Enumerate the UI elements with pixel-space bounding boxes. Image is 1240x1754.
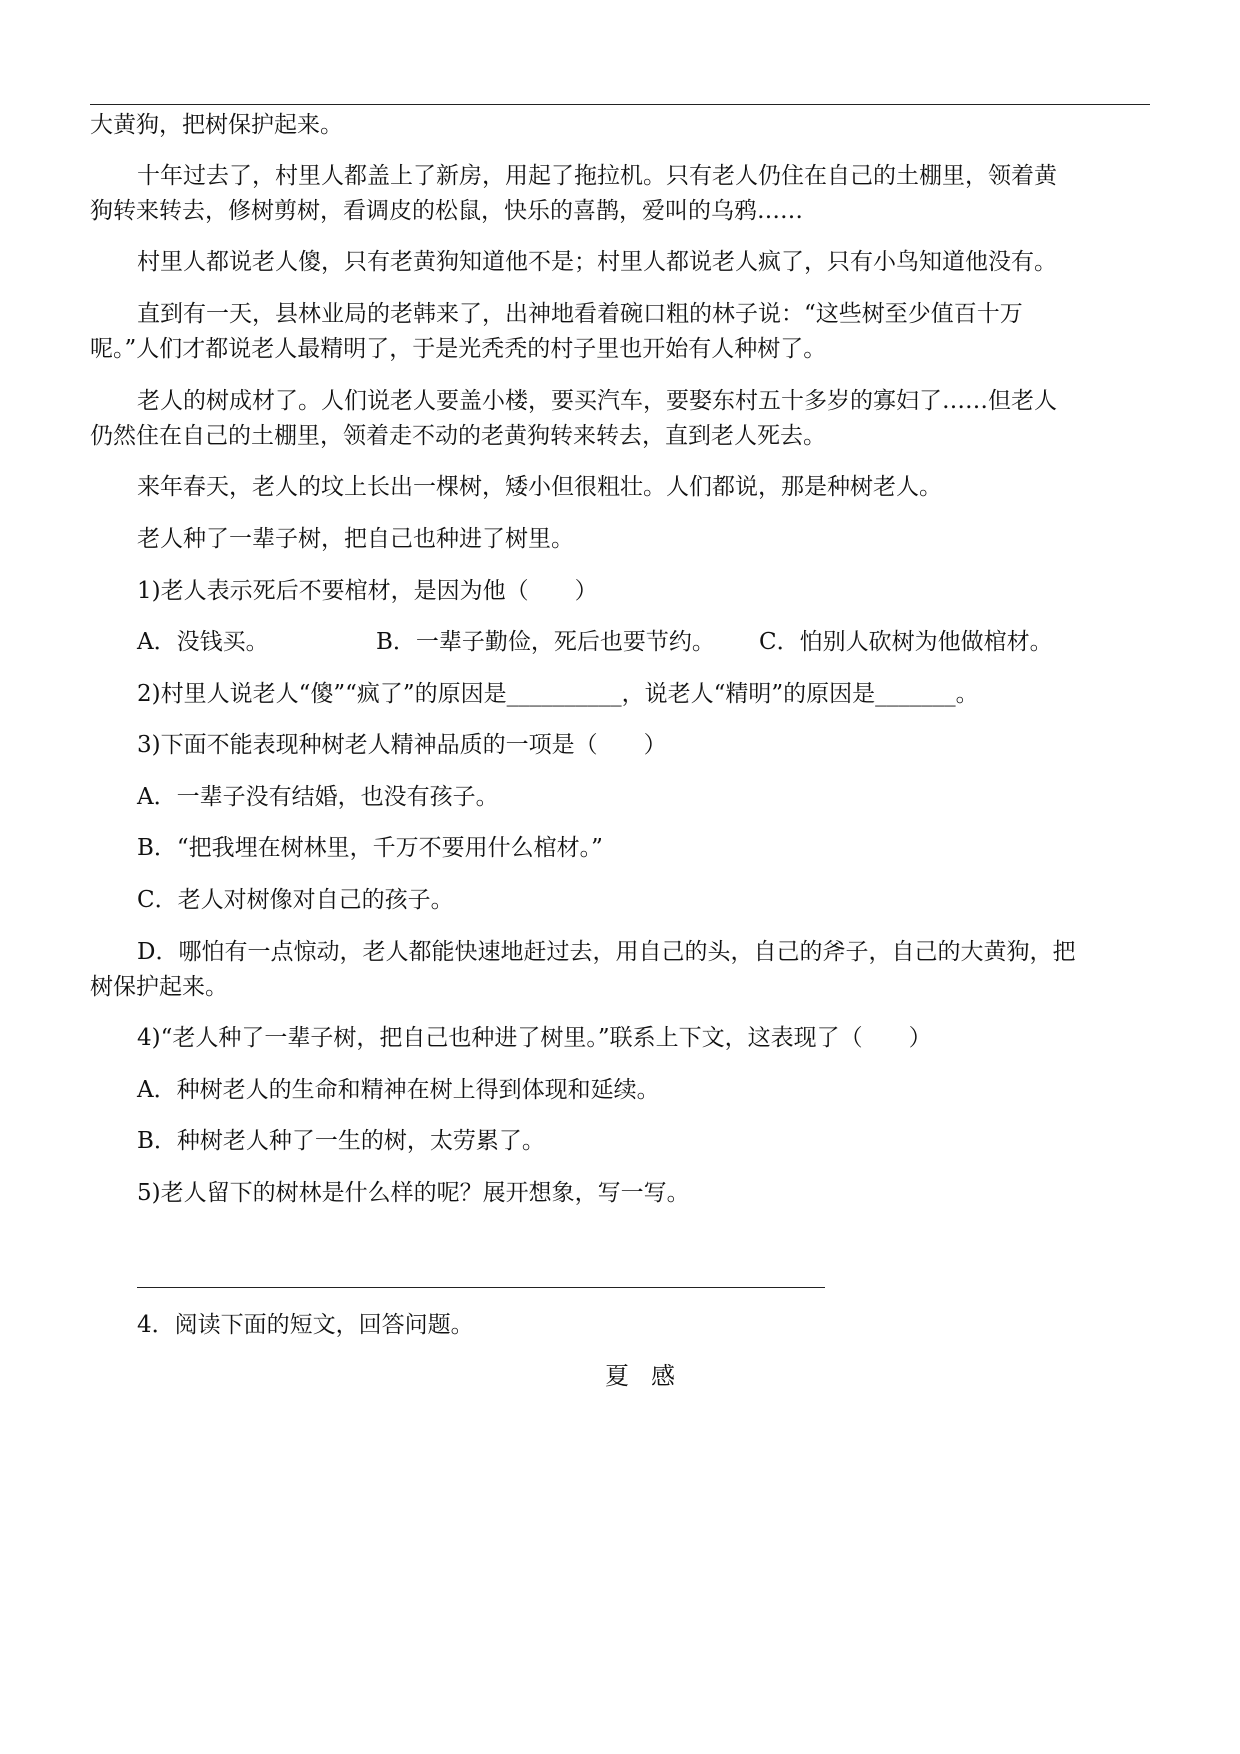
passage-line: 仍然住在自己的土棚里，领着走不动的老黄狗转来转去，直到老人死去。 <box>90 423 826 449</box>
question-3-option-d: D．哪怕有一点惊动，老人都能快速地赶过去，用自己的头，自己的斧子，自己的大黄狗，把 <box>137 939 1076 965</box>
passage-line: 呢。”人们才都说老人最精明了，于是光秃秃的村子里也开始有人种树了。 <box>90 336 827 362</box>
passage-line: 村里人都说老人傻，只有老黄狗知道他不是；村里人都说老人疯了，只有小鸟知道他没有。 <box>137 249 1057 275</box>
question-4-option-a: A．种树老人的生命和精神在树上得到体现和延续。 <box>137 1077 660 1103</box>
article-title: 夏感 <box>605 1362 697 1390</box>
option-b: B．一辈子勤俭，死后也要节约。 <box>376 629 715 655</box>
option-a: A．没钱买。 <box>137 629 269 655</box>
passage-line: 狗转来转去，修树剪树，看调皮的松鼠，快乐的喜鹊，爱叫的乌鸦…… <box>90 198 803 224</box>
passage-line: 老人的树成材了。人们说老人要盖小楼，要买汽车，要娶东村五十多岁的寡妇了……但老人 <box>137 388 1057 414</box>
question-3-stem: 3)下面不能表现种树老人精神品质的一项是（ ） <box>137 732 667 758</box>
passage-line: 大黄狗，把树保护起来。 <box>90 112 343 138</box>
question-3-option-d-cont: 树保护起来。 <box>90 974 228 1000</box>
passage-line: 老人种了一辈子树，把自己也种进了树里。 <box>137 526 574 552</box>
answer-blank-line <box>137 1287 825 1288</box>
passage-line: 十年过去了，村里人都盖上了新房，用起了拖拉机。只有老人仍住在自己的土棚里，领着黄 <box>137 163 1057 189</box>
question-4-option-b: B．种树老人种了一生的树，太劳累了。 <box>137 1128 545 1154</box>
question-3-option-c: C．老人对树像对自己的孩子。 <box>137 887 454 913</box>
option-c: C．怕别人砍树为他做棺材。 <box>759 629 1053 655</box>
question-2-stem: 2)村里人说老人“傻”“疯了”的原因是__________，说老人“精明”的原因是_______。 <box>137 681 979 707</box>
passage-line: 来年春天，老人的坟上长出一棵树，矮小但很粗壮。人们都说，那是种树老人。 <box>137 474 942 500</box>
question-3-option-b: B．“把我埋在树林里，千万不要用什么棺材。” <box>137 835 603 861</box>
header-rule <box>90 104 1150 105</box>
section-instruction: 4．阅读下面的短文，回答问题。 <box>137 1312 474 1338</box>
passage-line: 直到有一天，县林业局的老韩来了，出神地看着碗口粗的林子说：“这些树至少值百十万 <box>137 301 1023 327</box>
question-3-option-a: A．一辈子没有结婚，也没有孩子。 <box>137 784 499 810</box>
question-5-stem: 5)老人留下的树林是什么样的呢？展开想象，写一写。 <box>137 1180 690 1206</box>
question-1-stem: 1)老人表示死后不要棺材，是因为他（ ） <box>137 578 598 604</box>
question-4-stem: 4)“老人种了一辈子树，把自己也种进了树里。”联系上下文，这表现了（ ） <box>137 1025 932 1051</box>
